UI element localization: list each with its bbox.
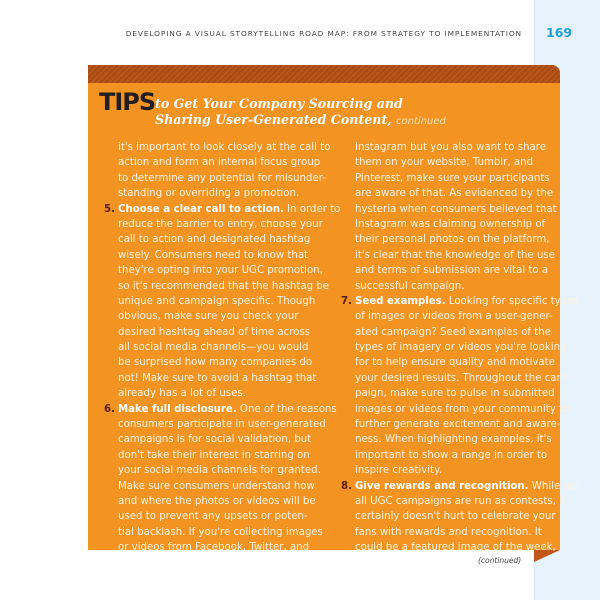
line-text: ness. When highlighting examples, it's: [355, 434, 552, 446]
list-item-line: [104, 402, 348, 417]
line-text: Looking for specific types: [445, 295, 579, 307]
line-text: so it's recommended that the hashtag be: [118, 280, 330, 292]
text-line: [355, 463, 585, 478]
line-text: tial backlash. If you're collecting images: [118, 526, 323, 538]
line-text: your social media channels for granted.: [118, 465, 321, 477]
line-text: to determine any potential for misunder-: [118, 172, 326, 184]
line-text: unique and campaign specific. Though: [118, 295, 316, 307]
line-text: Pinterest, make sure your participants: [355, 172, 550, 184]
line-text: not! Make sure to avoid a hashtag that: [118, 372, 317, 384]
text-line: [118, 479, 348, 494]
text-line: [118, 540, 348, 555]
list-item-heading: Choose a clear call to action.: [118, 203, 284, 215]
line-text: of images or videos from a user-gener-: [355, 311, 553, 323]
line-text: it's important to look closely at the call to: [118, 142, 331, 153]
tips-label: TIPS: [99, 88, 156, 116]
line-text: your desired results. Throughout the cam-: [355, 372, 571, 384]
list-item-line: [104, 202, 348, 217]
text-line: [118, 279, 348, 294]
line-text: types of imagery or videos you're looking: [355, 342, 567, 354]
line-text: used to prevent any upsets or poten-: [118, 511, 308, 523]
text-line: [355, 402, 585, 417]
text-line: [118, 355, 348, 370]
right-column: [341, 140, 585, 556]
list-number: 6.: [104, 403, 115, 415]
line-text: wisely. Consumers need to know that: [118, 249, 309, 261]
line-text: One of the reasons: [236, 403, 337, 415]
text-line: [355, 371, 585, 386]
line-text: action and form an internal focus group: [118, 157, 321, 169]
line-text: important to show a range in order to: [355, 449, 548, 461]
tips-title-line1: to Get Your Company Sourcing and: [155, 96, 403, 111]
text-line: [118, 463, 348, 478]
list-item-line: [341, 479, 585, 494]
line-text: paign, make sure to pulse in submitted: [355, 388, 555, 400]
page-number: 169: [546, 25, 573, 40]
list-number: 7.: [341, 295, 352, 307]
text-line: [118, 448, 348, 463]
text-line: [355, 494, 585, 509]
line-text: it's clear that the knowledge of the use: [355, 249, 555, 261]
text-line: [118, 309, 348, 324]
text-line: [118, 248, 348, 263]
list-number: 8.: [341, 480, 352, 492]
text-line: [355, 325, 585, 340]
text-line: [355, 448, 585, 463]
list-item-heading: Make full disclosure.: [118, 403, 237, 415]
line-text: hysteria when consumers believed that: [355, 203, 557, 215]
text-line: [355, 509, 585, 524]
text-line: [355, 386, 585, 401]
line-text: campaigns is for social validation, but: [118, 434, 312, 446]
line-text: their personal photos on the platform,: [355, 234, 550, 246]
line-text: obvious, make sure you check your: [118, 311, 299, 323]
text-line: [355, 540, 585, 555]
text-line: [355, 340, 585, 355]
line-text: could be a featured image of the week,: [355, 542, 556, 554]
text-line: [355, 202, 585, 217]
text-line: [118, 417, 348, 432]
text-line: [355, 140, 585, 155]
line-text: While not: [528, 480, 581, 492]
list-item-heading: Give rewards and recognition.: [355, 480, 529, 492]
line-text: they're opting into your UGC promotion,: [118, 265, 323, 277]
text-line: [355, 217, 585, 232]
line-text: certainly doesn't hurt to celebrate your: [355, 511, 556, 523]
text-line: [118, 525, 348, 540]
line-text: Make sure consumers understand how: [118, 480, 315, 492]
list-item-line: [341, 294, 585, 309]
text-line: [355, 248, 585, 263]
line-text: further generate excitement and aware-: [355, 419, 561, 431]
line-text: fans with rewards and recognition. It: [355, 526, 542, 538]
line-text: are aware of that. As evidenced by the: [355, 188, 554, 200]
text-line: [118, 186, 348, 201]
line-text: standing or overriding a promotion.: [118, 188, 300, 200]
list-item-heading: Seed examples.: [355, 295, 446, 307]
text-line: [355, 186, 585, 201]
text-line: [355, 171, 585, 186]
text-line: [118, 263, 348, 278]
line-text: Instagram but you also want to share: [355, 142, 547, 153]
line-text: all social media channels—you would: [118, 342, 309, 354]
text-line: [355, 155, 585, 170]
tips-title: [155, 96, 446, 130]
running-header: DEVELOPING A VISUAL STORYTELLING ROAD MAP: FROM STRATEGY TO IMPLEMENTATION: [125, 29, 522, 38]
line-text: desired hashtag ahead of time across: [118, 326, 311, 338]
continued-note: (continued): [478, 556, 522, 565]
title-continued: continued: [396, 116, 446, 127]
text-line: [118, 325, 348, 340]
text-line: [118, 232, 348, 247]
text-line: [118, 171, 348, 186]
line-text: all UGC campaigns are run as contests, it: [355, 495, 566, 507]
text-line: [118, 371, 348, 386]
text-line: [355, 432, 585, 447]
line-text: inspire creativity.: [355, 465, 442, 477]
tips-title-line2-text: Sharing User-Generated Content,: [155, 112, 392, 127]
list-number: 5.: [104, 203, 115, 215]
line-text: successful campaign.: [355, 280, 465, 292]
text-line: [118, 340, 348, 355]
text-line: [355, 309, 585, 324]
text-line: [355, 232, 585, 247]
text-line: [118, 509, 348, 524]
text-line: [118, 217, 348, 232]
line-text: for to help ensure quality and motivate: [355, 357, 555, 369]
text-line: [355, 417, 585, 432]
text-line: [118, 494, 348, 509]
text-line: [355, 525, 585, 540]
line-text: be surprised how many companies do: [118, 357, 313, 369]
line-text: and terms of submission are vital to a: [355, 265, 549, 277]
text-line: [355, 355, 585, 370]
line-text: them on your website, Tumblr, and: [355, 157, 534, 169]
line-text: don't take their interest in starring on: [118, 449, 310, 461]
line-text: already has a lot of uses.: [118, 388, 246, 400]
left-column: [104, 140, 348, 556]
line-text: ated campaign? Seed examples of the: [355, 326, 551, 338]
tips-box-header-band: [88, 65, 560, 83]
line-text: consumers participate in user-generated: [118, 419, 326, 431]
line-text: and where the photos or videos will be: [118, 495, 316, 507]
line-text: reduce the barrier to entry, choose your: [118, 218, 323, 230]
text-line: [118, 432, 348, 447]
text-line: [355, 279, 585, 294]
text-line: [118, 386, 348, 401]
text-line: [118, 294, 348, 309]
tips-title-line2: [155, 112, 446, 130]
text-line: [118, 140, 348, 155]
text-line: [118, 155, 348, 170]
line-text: In order to: [283, 203, 341, 215]
line-text: images or videos from your community to: [355, 403, 570, 415]
line-text: or videos from Facebook, Twitter, and: [118, 542, 310, 554]
line-text: call to action and designated hashtag: [118, 234, 311, 246]
text-line: [355, 263, 585, 278]
line-text: Instagram was claiming ownership of: [355, 218, 546, 230]
